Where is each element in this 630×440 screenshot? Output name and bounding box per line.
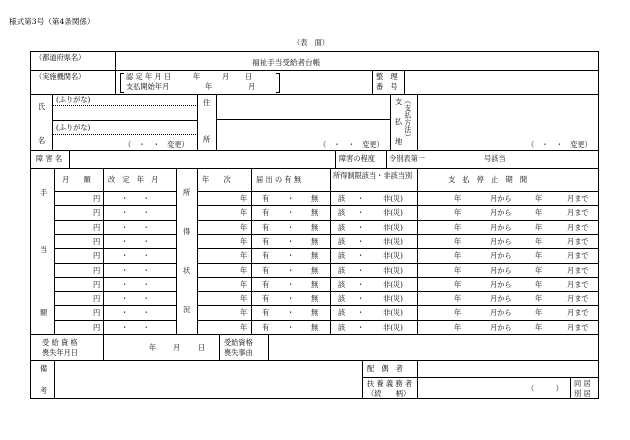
col-monthly: 月 額 <box>62 175 91 184</box>
address-label-1: 住 <box>203 98 211 107</box>
mei-label: 名 <box>38 136 46 145</box>
form-id: 様式第3号（第4条関係） <box>9 17 95 26</box>
spouse-label: 配 偶 者 <box>367 364 403 373</box>
disability-name-label: 障 害 名 <box>36 154 63 163</box>
col-revision: 改 定 年 月 <box>108 175 159 184</box>
agency-label: （実施機関名） <box>35 72 86 81</box>
name-change: （ ・ ・ 変更） <box>124 140 189 149</box>
furigana-label: (ふりがな) <box>56 95 91 104</box>
seiri-label: 整 理 <box>376 72 398 81</box>
furigana-label: (ふりがな) <box>56 123 91 132</box>
ledger-title: 福祉手当受給者台帳 <box>252 58 321 67</box>
payment-method-label: （支払方法） <box>402 97 411 141</box>
payment-change: （ ・ ・ 変更） <box>527 140 592 149</box>
col-limit: 所得制限該当・非該当別 <box>333 171 413 180</box>
side-label: （表 面） <box>293 38 329 47</box>
prefecture-label: （都道府県名） <box>35 53 86 62</box>
disability-degree-label: 障害の程度 <box>339 154 375 163</box>
pay-start-label: 支払開始年月 <box>126 82 170 91</box>
col-suspend: 支 払 停 止 期 間 <box>448 175 528 184</box>
address-label-2: 所 <box>203 135 211 144</box>
bango-label: 番 号 <box>376 82 398 91</box>
col-year: 年 次 <box>202 175 231 184</box>
goto-label: 号該当 <box>484 154 506 163</box>
address-change: （ ・ ・ 変更） <box>319 140 384 149</box>
order-table-label: 令別表第一 <box>389 154 425 163</box>
col-report: 届 出 の 有 無 <box>256 175 302 184</box>
cert-date-label: 認 定 年 月 日 <box>126 72 172 81</box>
shi-label: 氏 <box>38 102 46 111</box>
